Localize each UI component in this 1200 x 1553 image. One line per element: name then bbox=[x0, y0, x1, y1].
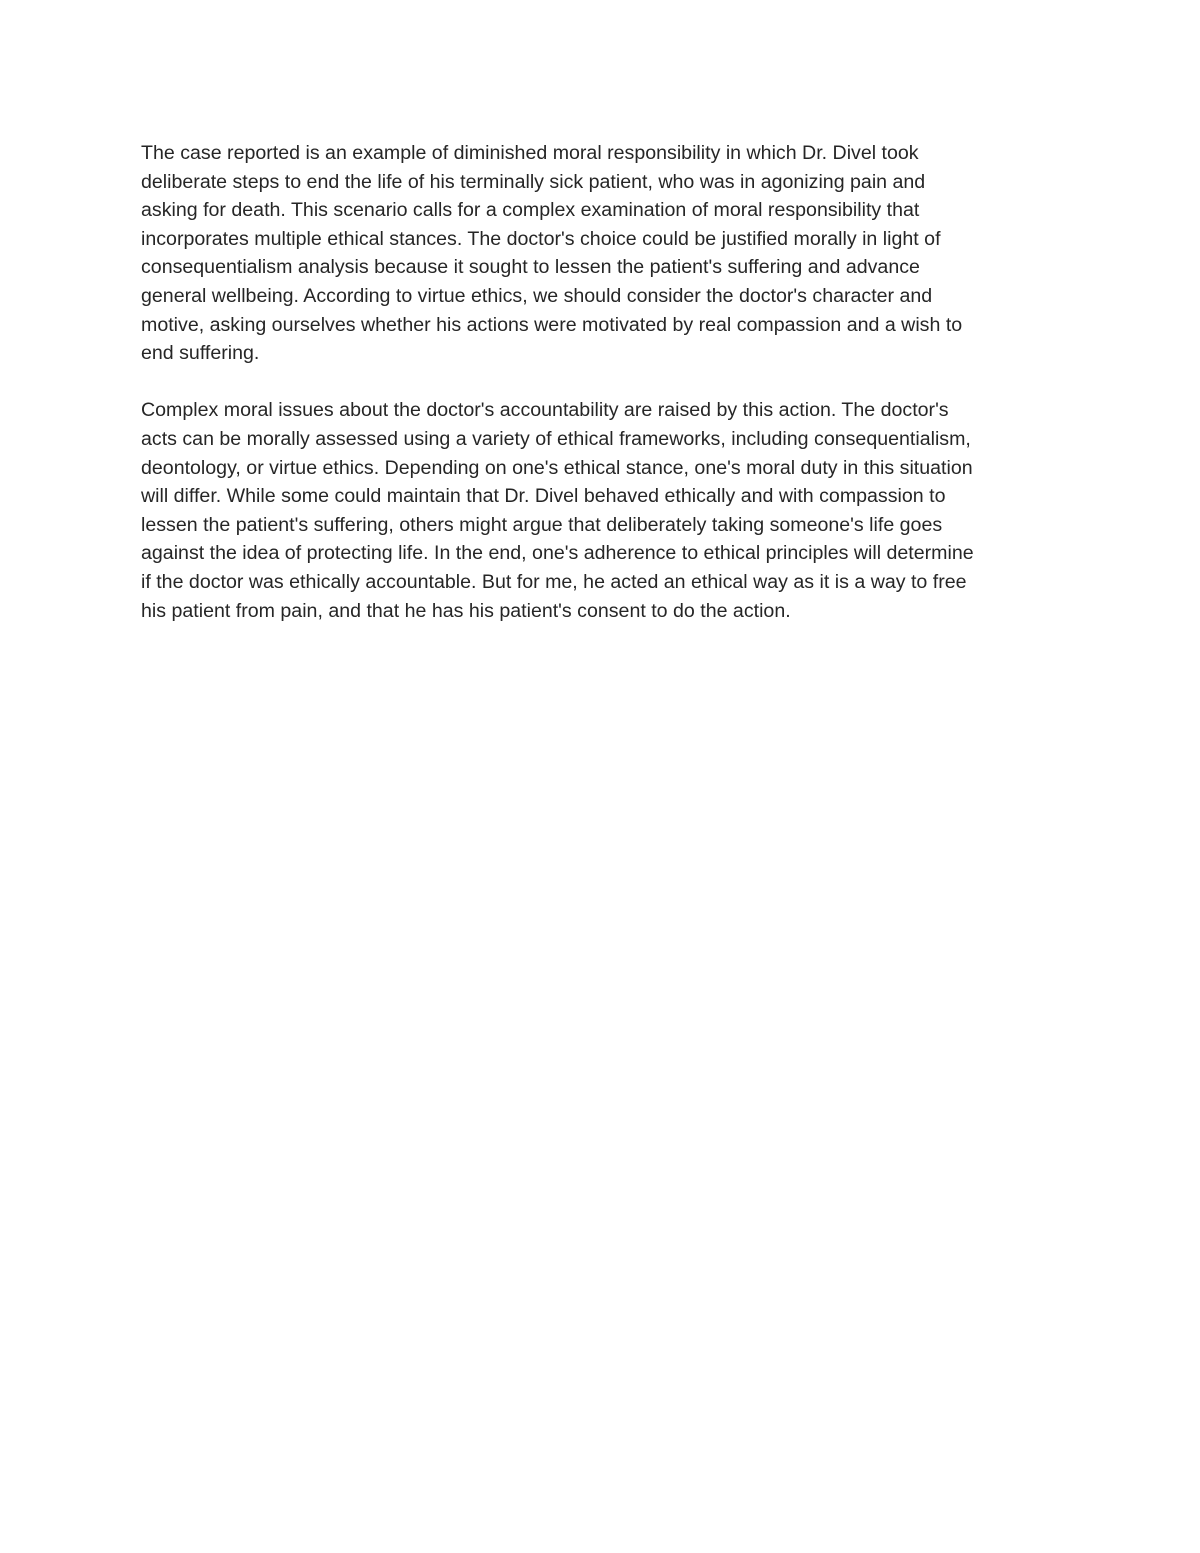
paragraph-line: lessen the patient's suffering, others might argue that deliberately taking someone's life goes bbox=[141, 513, 943, 536]
paragraph-line: his patient from pain, and that he has his patient's consent to do the action. bbox=[141, 599, 791, 622]
paragraph-line: The case reported is an example of diminished moral responsibility in which Dr. Divel took bbox=[141, 142, 919, 164]
paragraph-2 bbox=[141, 396, 1071, 625]
document-body bbox=[141, 139, 1071, 654]
paragraph-line: general wellbeing. According to virtue ethics, we should consider the doctor's character and bbox=[141, 284, 933, 307]
paragraph-line: consequentialism analysis because it sought to lessen the patient's suffering and advance bbox=[141, 256, 920, 279]
paragraph-line: deontology, or virtue ethics. Depending on one's ethical stance, one's moral duty in this situation bbox=[141, 456, 973, 479]
paragraph-line: motive, asking ourselves whether his actions were motivated by real compassion and a wish to bbox=[141, 313, 963, 336]
paragraph-line: incorporates multiple ethical stances. The doctor's choice could be justified morally in light of bbox=[141, 227, 941, 250]
paragraph-line: end suffering. bbox=[141, 342, 260, 365]
paragraph-line: against the idea of protecting life. In the end, one's adherence to ethical principles will determine bbox=[141, 542, 974, 565]
paragraph-line: if the doctor was ethically accountable. But for me, he acted an ethical way as it is a way to free bbox=[141, 570, 967, 593]
paragraph-line: acts can be morally assessed using a variety of ethical frameworks, including consequentialism, bbox=[141, 427, 971, 450]
paragraph-line: Complex moral issues about the doctor's accountability are raised by this action. The doctor's bbox=[141, 399, 949, 422]
paragraph-1 bbox=[141, 139, 1071, 368]
paragraph-line: deliberate steps to end the life of his terminally sick patient, who was in agonizing pain and bbox=[141, 170, 926, 193]
paragraph-line: asking for death. This scenario calls for a complex examination of moral responsibility that bbox=[141, 199, 920, 222]
paragraph-line: will differ. While some could maintain that Dr. Divel behaved ethically and with compassion to bbox=[141, 485, 946, 508]
